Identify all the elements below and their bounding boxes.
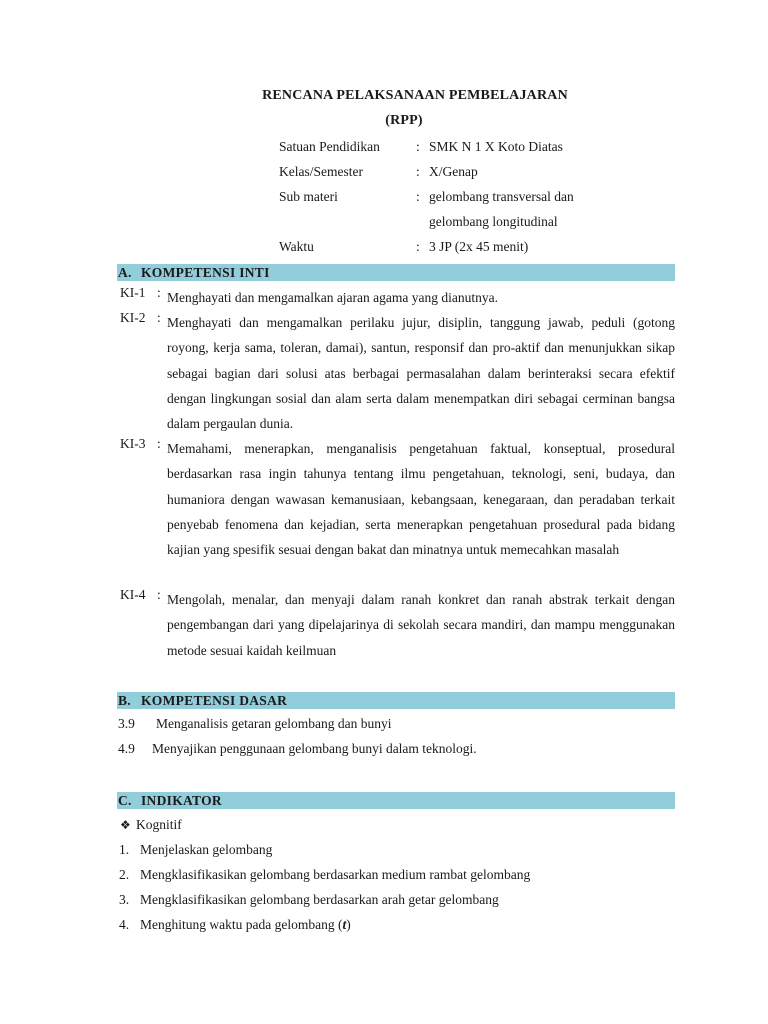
meta-label: Kelas/Semester — [279, 164, 363, 179]
section-letter: B. — [118, 693, 131, 708]
meta-colon: : — [416, 189, 420, 204]
indikator-item — [119, 892, 499, 908]
item-text: Menghitung waktu pada gelombang ( — [140, 917, 343, 932]
ki-code: KI-4 — [120, 587, 146, 602]
meta-label: Satuan Pendidikan — [279, 139, 380, 154]
ki-item — [120, 436, 675, 587]
kd-text: Menganalisis getaran gelombang dan bunyi — [156, 716, 392, 731]
meta-colon: : — [416, 164, 420, 179]
meta-colon: : — [416, 139, 420, 154]
item-number: 4. — [119, 917, 130, 932]
ki-colon: : — [157, 285, 161, 300]
meta-row-waktu — [279, 238, 679, 263]
ki-code: KI-2 — [120, 310, 146, 325]
ki-colon: : — [157, 310, 161, 325]
diamond-bullet-icon: ❖ — [120, 818, 131, 832]
item-text: Mengklasifikasikan gelombang berdasarkan medium rambat gelombang — [140, 867, 531, 882]
indikator-item — [119, 917, 351, 933]
meta-value — [429, 188, 679, 238]
meta-row-satuan — [279, 138, 679, 163]
ki-text: Menghayati dan mengamalkan ajaran agama yang dianutnya. — [167, 290, 498, 305]
ki-colon: : — [157, 587, 161, 602]
item-text: Mengklasifikasikan gelombang berdasarkan arah getar gelombang — [140, 892, 499, 907]
meta-value: X/Genap — [429, 164, 478, 179]
ki-text: Memahami, menerapkan, menganalisis pengetahuan faktual, konseptual, prosedural berdasarkan rasa ingin tahunya tentang ilmu pengetahuan, teknologi, seni, budaya, dan humaniora dengan wawasan kemanusiaan, kebangsaan, kenegaraan, dan peradaban terkait penyebab fenomena dan kejadian, serta menerapkan pengetahuan prosedural pada bidang kajian yang spesifik sesuai dengan bakat dan minatnya untuk memecahkan masalah — [167, 441, 675, 558]
item-number: 2. — [119, 867, 130, 882]
ki-item — [120, 587, 675, 663]
kd-number: 3.9 — [118, 716, 135, 731]
ki-item — [120, 285, 675, 310]
document-title: RENCANA PELAKSANAAN PEMBELAJARAN — [262, 88, 568, 103]
kd-text: Menyajikan penggunaan gelombang bunyi dalam teknologi. — [152, 741, 477, 756]
meta-value: SMK N 1 X Koto Diatas — [429, 139, 563, 154]
item-number: 1. — [119, 842, 130, 857]
meta-value-line: gelombang longitudinal — [429, 214, 558, 229]
ki-text: Menghayati dan mengamalkan perilaku jujur, disiplin, tanggung jawab, peduli (gotong royong, kerja sama, toleran, damai), santun, responsif dan pro-aktif dan menunjukkan sikap sebagai bagian dari solusi atas berbagai permasalahan dalam berinteraksi secara efektif dengan lingkungan sosial dan alam serta dalam menempatkan diri sebagai cerminan bangsa dalam pergaulan dunia. — [167, 315, 675, 432]
section-title: KOMPETENSI INTI — [141, 265, 270, 280]
meta-row-kelas — [279, 163, 679, 188]
section-title: INDIKATOR — [141, 793, 222, 808]
item-text: Menjelaskan gelombang — [140, 842, 273, 857]
time-symbol: t — [342, 917, 347, 932]
meta-colon: : — [416, 239, 420, 254]
section-letter: A. — [118, 265, 132, 280]
meta-value: 3 JP (2x 45 menit) — [429, 239, 529, 254]
category-label: Kognitif — [136, 817, 182, 832]
kd-item — [118, 741, 477, 757]
indikator-item — [119, 842, 272, 858]
section-heading-kompetensi-dasar — [117, 692, 675, 709]
ki-code: KI-3 — [120, 436, 146, 451]
meta-row-submateri — [279, 188, 679, 238]
ki-code: KI-1 — [120, 285, 146, 300]
kd-number: 4.9 — [118, 741, 135, 756]
section-letter: C. — [118, 793, 132, 808]
section-heading-indikator — [117, 792, 675, 809]
item-text-suffix: ) — [346, 917, 351, 932]
meta-label: Waktu — [279, 239, 314, 254]
ki-list — [120, 285, 675, 663]
ki-colon: : — [157, 436, 161, 451]
document-subtitle: (RPP) — [385, 113, 423, 128]
meta-value-line: gelombang transversal dan — [429, 189, 574, 204]
section-heading-kompetensi-inti — [117, 264, 675, 281]
item-number: 3. — [119, 892, 130, 907]
ki-text: Mengolah, menalar, dan menyaji dalam ranah konkret dan ranah abstrak terkait dengan pengembangan dari yang dipelajarinya di sekolah secara mandiri, dan mampu menggunakan metode sesuai kaidah keilmuan — [167, 592, 675, 658]
indikator-item — [119, 867, 530, 883]
meta-label: Sub materi — [279, 189, 338, 204]
section-title: KOMPETENSI DASAR — [141, 693, 288, 708]
ki-item — [120, 310, 675, 436]
identity-table — [279, 138, 679, 263]
indikator-category — [120, 817, 182, 833]
kd-item — [118, 716, 391, 732]
